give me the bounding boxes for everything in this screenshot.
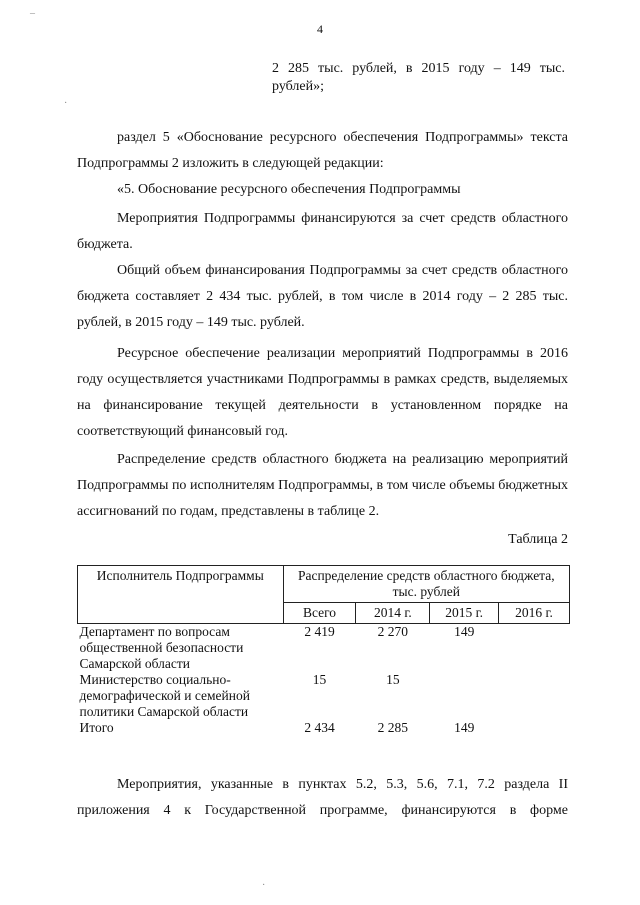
row-executor: Департамент по вопросам общественной безопасности Самарской области xyxy=(79,624,244,671)
scan-mark: · xyxy=(64,98,68,109)
table-caption: Таблица 2 xyxy=(508,532,568,547)
header-2016: 2016 г. xyxy=(499,603,570,624)
header-2015: 2015 г. xyxy=(430,603,499,624)
row-2016 xyxy=(499,624,570,673)
page-number: 4 xyxy=(317,22,323,36)
continuation-line-1: 2 285 тыс. рублей, в 2015 году – 149 тыс. xyxy=(272,61,565,76)
header-2014: 2014 г. xyxy=(356,603,430,624)
row-2015: 149 xyxy=(454,720,475,735)
paragraph-section-5-intro: раздел 5 «Обоснование ресурсного обеспечения Подпрограммы» текста Подпрограммы 2 изложить в следующей редакции: xyxy=(77,130,568,171)
table-2 xyxy=(77,565,570,736)
row-total: 15 xyxy=(312,672,327,687)
row-2014: 2 285 xyxy=(377,720,409,735)
table-row xyxy=(78,624,570,673)
row-2014: 2 270 xyxy=(377,624,409,639)
row-2015 xyxy=(430,672,499,720)
row-executor: Министерство социально-демографической и семейной политики Самарской области xyxy=(79,672,250,719)
row-total: 2 419 xyxy=(304,624,335,639)
header-total: Всего xyxy=(283,603,356,624)
paragraph-measures-form: Мероприятия, указанные в пунктах 5.2, 5.3, 5.6, 7.1, 7.2 раздела II приложения 4 к Государственной программе, финансируются в форме xyxy=(77,777,568,818)
scan-mark: · xyxy=(262,880,266,891)
row-2015: 149 xyxy=(454,624,475,639)
scan-mark: – xyxy=(30,8,35,19)
header-distribution: Распределение средств областного бюджета, тыс. рублей xyxy=(283,566,569,603)
paragraph-resource-provision-2016: Ресурсное обеспечение реализации мероприятий Подпрограммы в 2016 году осуществляется участниками Подпрограммы в рамках средств, выделяемых на финансирование текущей деятельности в установленном порядке на соответствующий финансовый год. xyxy=(77,346,568,439)
row-total: 2 434 xyxy=(304,720,335,735)
table-row xyxy=(78,672,570,720)
section-5-heading: «5. Обоснование ресурсного обеспечения Подпрограммы xyxy=(117,182,461,197)
table-row-total xyxy=(78,720,570,736)
paragraph-total-financing: Общий объем финансирования Подпрограммы за счет средств областного бюджета составляет 2 434 тыс. рублей, в том числе в 2014 году – 2 285 тыс. рублей, в 2015 году – 149 тыс. рублей. xyxy=(77,263,568,330)
row-2016 xyxy=(499,720,570,736)
row-2014: 15 xyxy=(386,672,400,687)
header-executor: Исполнитель Подпрограммы xyxy=(78,566,284,624)
continuation-line-2: рублей»; xyxy=(272,79,324,94)
row-2016 xyxy=(499,672,570,720)
paragraph-distribution: Распределение средств областного бюджета на реализацию мероприятий Подпрограммы по исполнителям Подпрограммы, в том числе объемы бюджетных ассигнований по годам, представлены в таблице 2. xyxy=(77,452,568,519)
paragraph-financing-source: Мероприятия Подпрограммы финансируются за счет средств областного бюджета. xyxy=(77,211,568,252)
row-executor: Итого xyxy=(79,720,114,735)
